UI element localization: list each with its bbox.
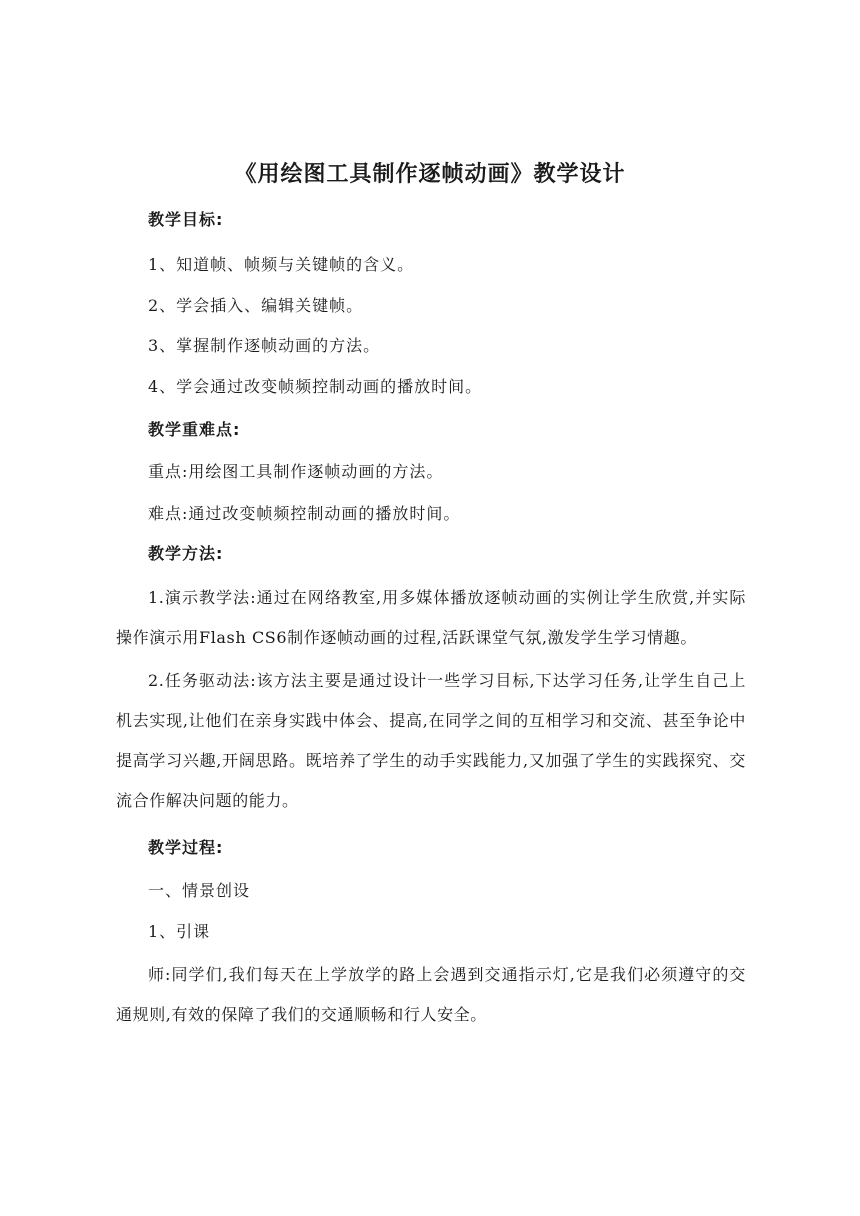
objective-item-2: 2、学会插入、编辑关键帧。 (148, 296, 364, 315)
process-heading: 教学过程: (148, 838, 224, 857)
methods-heading: 教学方法: (148, 544, 224, 563)
objective-item-1: 1、知道帧、帧频与关键帧的含义。 (148, 255, 415, 274)
objective-item-4: 4、学会通过改变帧频控制动画的播放时间。 (148, 377, 483, 396)
process-part-1: 一、情景创设 (148, 881, 251, 900)
process-step-1: 1、引课 (148, 922, 211, 941)
key-points-heading: 教学重难点: (148, 420, 241, 439)
key-point: 重点:用绘图工具制作逐帧动画的方法。 (148, 462, 444, 481)
difficult-point: 难点:通过改变帧频控制动画的播放时间。 (148, 504, 461, 523)
objectives-heading: 教学目标: (148, 210, 224, 229)
document-title: 《用绘图工具制作逐帧动画》教学设计 (234, 162, 626, 187)
method-2-paragraph: 2.任务驱动法:该方法主要是通过设计一些学习目标,下达学习任务,让学生自己上机去实现,让他们在亲身实践中体会、提高,在同学之间的互相学习和交流、甚至争论中提高学习兴趣,开阔思路。既培养了学生的动手实践能力,又加强了学生的实践探究、交流合作解决问题的能力。 (116, 671, 746, 810)
teacher-speech-paragraph: 师:同学们,我们每天在上学放学的路上会遇到交通指示灯,它是我们必须遵守的交通规则,有效的保障了我们的交通顺畅和行人安全。 (116, 965, 746, 1024)
method-1-paragraph: 1.演示教学法:通过在网络教室,用多媒体播放逐帧动画的实例让学生欣赏,并实际操作演示用Flash CS6制作逐帧动画的过程,活跃课堂气氛,激发学生学习情趣。 (116, 588, 746, 647)
objective-item-3: 3、掌握制作逐帧动画的方法。 (148, 336, 381, 355)
